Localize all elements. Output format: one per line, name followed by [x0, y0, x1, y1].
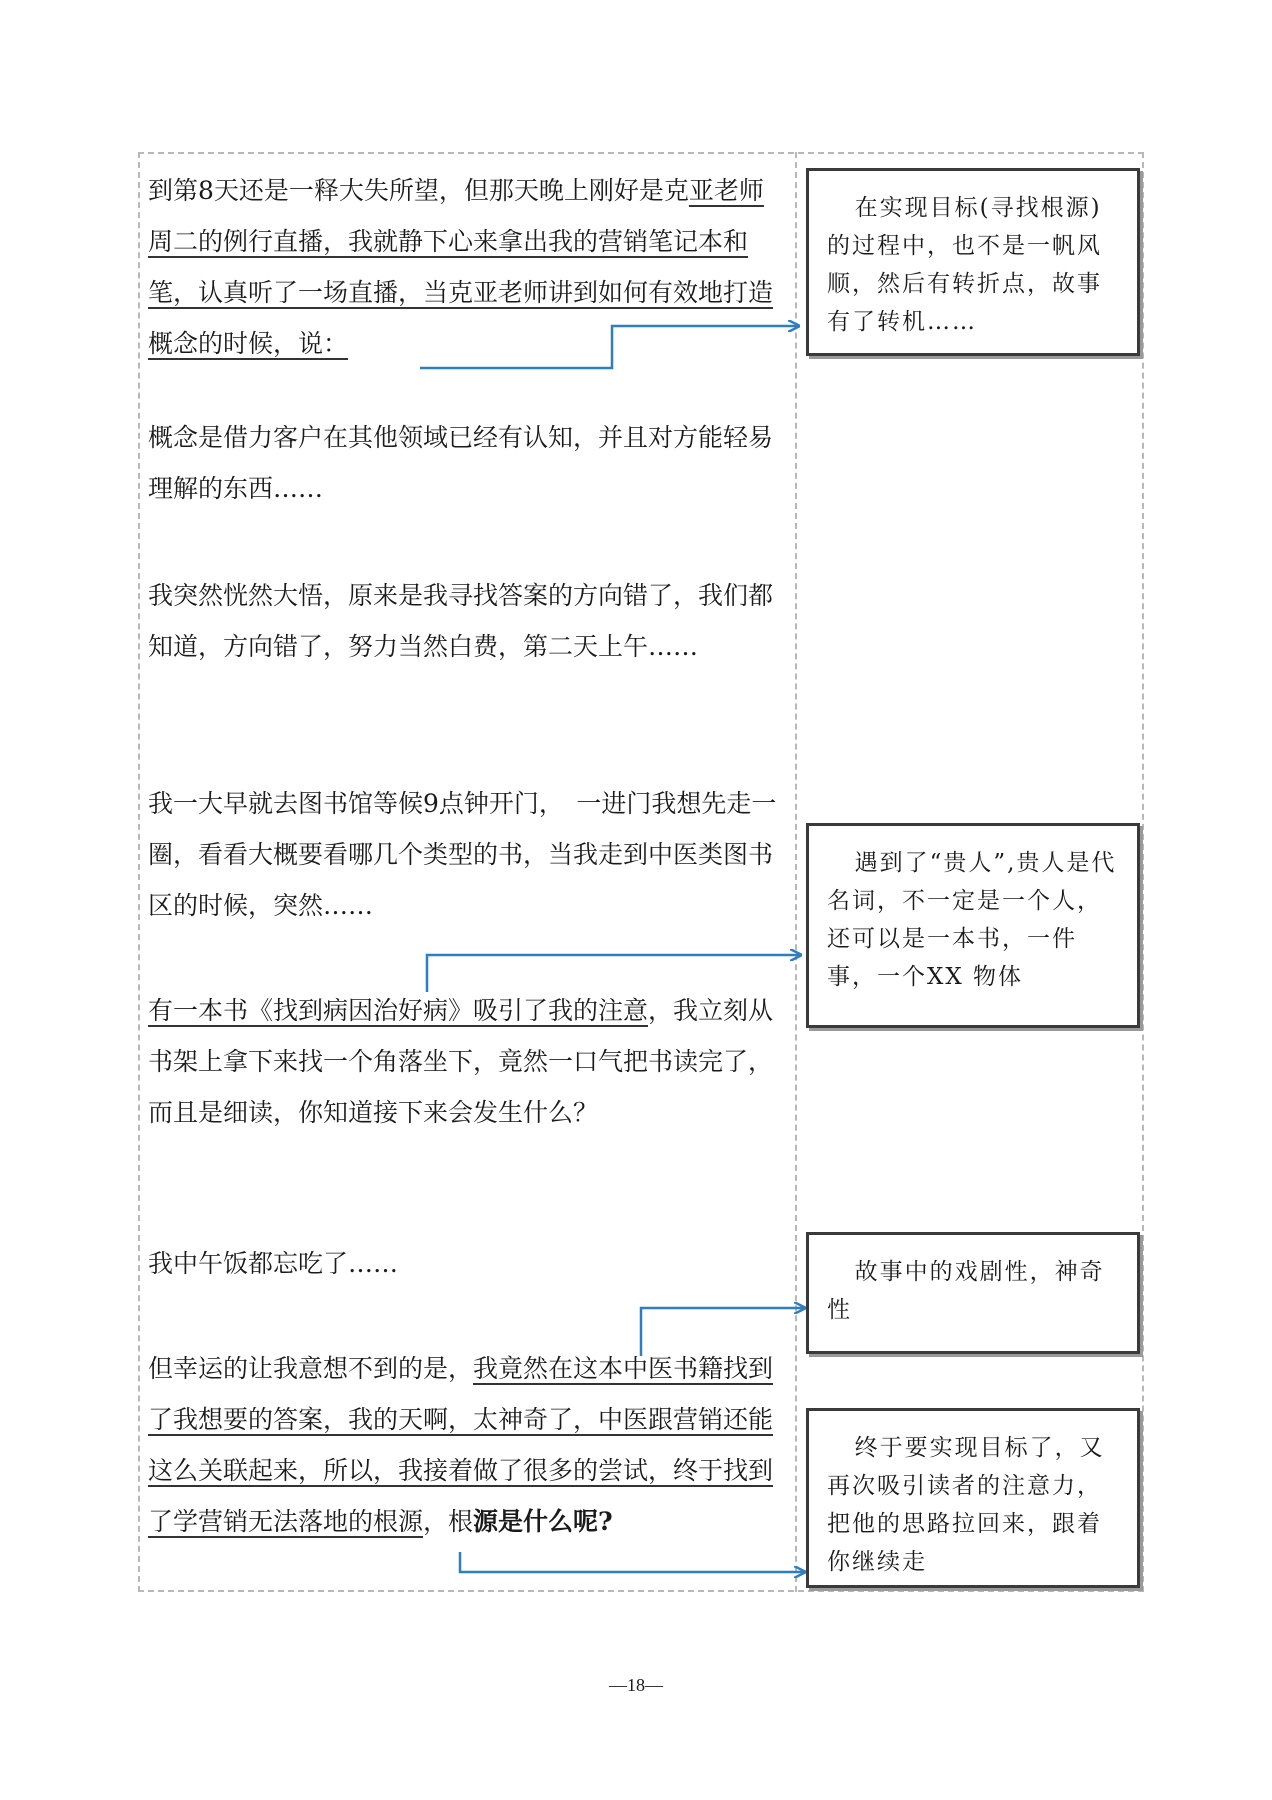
- arrow-to-note-2: [427, 955, 800, 992]
- annotation-text: 遇到了“贵人”,贵人是代名词，不一定是一个人，还可以是一本书，一件事，一个XX 物体: [827, 850, 1117, 990]
- text-segment: 到第8天还是一释大失所望，但那天晚上刚好是克: [148, 176, 689, 205]
- text-segment: 源是什么呢?: [473, 1507, 613, 1536]
- text-segment: 我一大早就去图书馆等候9点钟开门， 一进门我想先走一圈，看看大概要看哪几个类型的书，当我走到中医类图书区的时候，突然……: [148, 789, 777, 920]
- text-segment: 有一本书《找到病因治好病》吸引了我的注意: [148, 996, 649, 1025]
- text-segment: 但幸运的让我意想不到的是，: [148, 1354, 474, 1383]
- text-segment: 我中午饭都忘吃了……: [148, 1249, 399, 1278]
- arrow-to-note-3: [641, 1308, 804, 1356]
- arrow-to-note-1: [420, 326, 798, 368]
- text-segment: 亚老师周二的例行直播，我就静下心来拿出我的营销笔记本和笔，认真听了一场直播，当克亚老师讲到如何有效地打造概念的时候，说：: [148, 176, 774, 358]
- text-segment: 我竟然在这本中医书籍找到了我想要的答案，我的天啊，太神奇了，中医跟营销还能这么关联起来，所以，我接着做了很多的尝试，终于找到了学营销无法落地的根源: [148, 1354, 774, 1536]
- text-segment: ，我立刻从书架上拿下来找一个角落坐下，竟然一口气把书读完了，而且是细读，你知道接下来会发生什么？: [148, 996, 774, 1127]
- annotation-text: 故事中的戏剧性，神奇性: [827, 1259, 1105, 1323]
- arrow-to-note-4: [460, 1552, 804, 1572]
- annotation-text: 在实现目标(寻找根源)的过程中，也不是一帆风顺，然后有转折点，故事有了转机……: [827, 195, 1102, 335]
- text-segment: ，根: [423, 1507, 474, 1536]
- page-number: —18—: [609, 1675, 663, 1695]
- annotation-text: 终于要实现目标了，又再次吸引读者的注意力，把他的思路拉回来，跟着你继续走: [827, 1435, 1105, 1575]
- text-segment: 概念是借力客户在其他领域已经有认知，并且对方能轻易理解的东西……: [148, 423, 774, 503]
- text-segment: 我突然恍然大悟，原来是我寻找答案的方向错了，我们都知道，方向错了，努力当然白费，第二天上午……: [148, 581, 774, 661]
